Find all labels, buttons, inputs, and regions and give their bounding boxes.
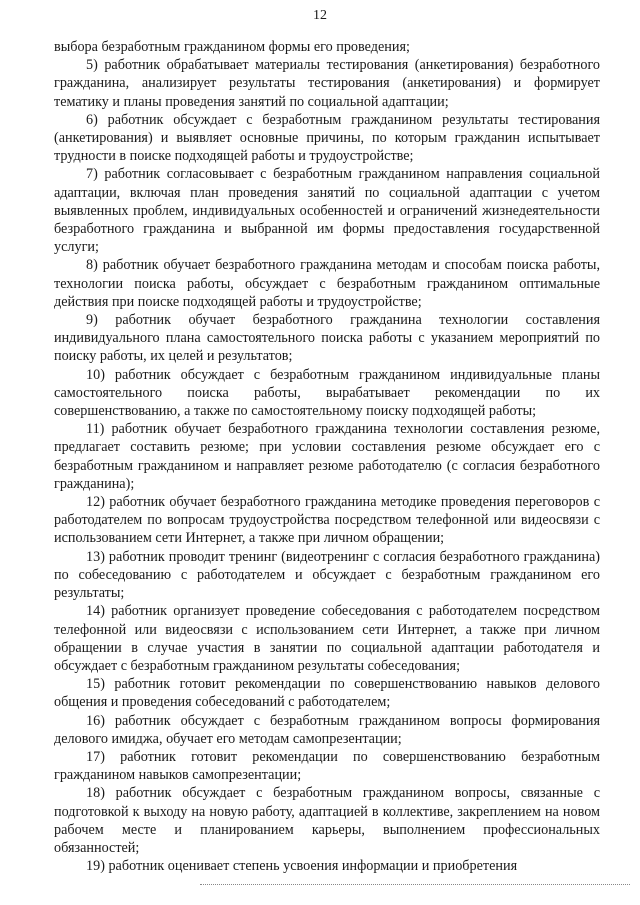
list-item: 12) работник обучает безработного гражданина методике проведения переговоров с работодателем по вопросам трудоустройства посредством телефонной или видеосвязи с использованием сети Интернет, а также при личном обращении;	[54, 494, 600, 547]
list-item: 5) работник обрабатывает материалы тестирования (анкетирования) безработного гражданина, анализирует результаты тестирования (анкетирования) и формирует тематику и планы проведения занятий по социальной адаптации;	[54, 57, 600, 110]
document-body	[54, 38, 600, 875]
list-item: 15) работник готовит рекомендации по совершенствованию навыков делового общения и проведения собеседований с работодателем;	[54, 676, 600, 711]
list-item: 18) работник обсуждает с безработным гражданином вопросы, связанные с подготовкой к выходу на новую работу, адаптацией в коллективе, закреплением на новом рабочем месте и планированием карьеры, выполнением профессиональных обязанностей;	[54, 785, 600, 856]
list-item: 7) работник согласовывает с безработным гражданином направления социальной адаптации, включая план проведения занятий по социальной адаптации с учетом выявленных проблем, индивидуальных особенностей и ограничений жизнедеятельности безработного гражданина и выбранной им формы предоставления государственной услуги;	[54, 166, 600, 256]
list-item: 8) работник обучает безработного гражданина методам и способам поиска работы, технологии поиска работы, обсуждает с безработным гражданином оптимальные действия при поиске подходящей работы и трудоустройстве;	[54, 257, 600, 310]
list-item: 14) работник организует проведение собеседования с работодателем посредством телефонной или видеосвязи с использованием сети Интернет, а также при личном обращении в случае участия в занятии по социальной адаптации работодателя и обсуждает с безработным гражданином результаты собеседования;	[54, 603, 600, 674]
list-item: 17) работник готовит рекомендации по совершенствованию безработным гражданином навыков самопрезентации;	[54, 748, 600, 784]
paragraph-continuation: выбора безработным гражданином формы его проведения;	[54, 39, 410, 55]
list-item: 16) работник обсуждает с безработным гражданином вопросы формирования делового имиджа, обучает его методам самопрезентации;	[54, 712, 600, 747]
list-item: 13) работник проводит тренинг (видеотренинг с согласия безработного гражданина) по собеседованию с работодателем и обсуждает с безработным гражданином его результаты;	[54, 548, 600, 602]
list-item: 10) работник обсуждает с безработным гражданином индивидуальные планы самостоятельного поиска работы, вырабатывает рекомендации по их совершенствованию, а также по самостоятельному поиску подходящей работы;	[54, 366, 600, 420]
page-number: 12	[313, 8, 327, 23]
list-item: 19) работник оценивает степень усвоения информации и приобретения	[86, 858, 518, 875]
list-item: 6) работник обсуждает с безработным гражданином результаты тестирования (анкетирования) и выявляет основные причины, по которым гражданин испытывает трудности в поиске подходящей работы и трудоустройстве;	[54, 111, 600, 165]
list-item: 11) работник обучает безработного гражданина технологии составления резюме, предлагает составить резюме; при условии составления резюме обсуждает его с безработным гражданином и направляет резюме работодателю (с согласия безработного гражданина);	[54, 421, 600, 492]
scan-bottom-line	[200, 884, 630, 885]
list-item: 9) работник обучает безработного гражданина технологии составления индивидуального плана самостоятельного поиска работы с указанием мероприятий по поиску работы, их целей и результатов;	[54, 312, 600, 365]
